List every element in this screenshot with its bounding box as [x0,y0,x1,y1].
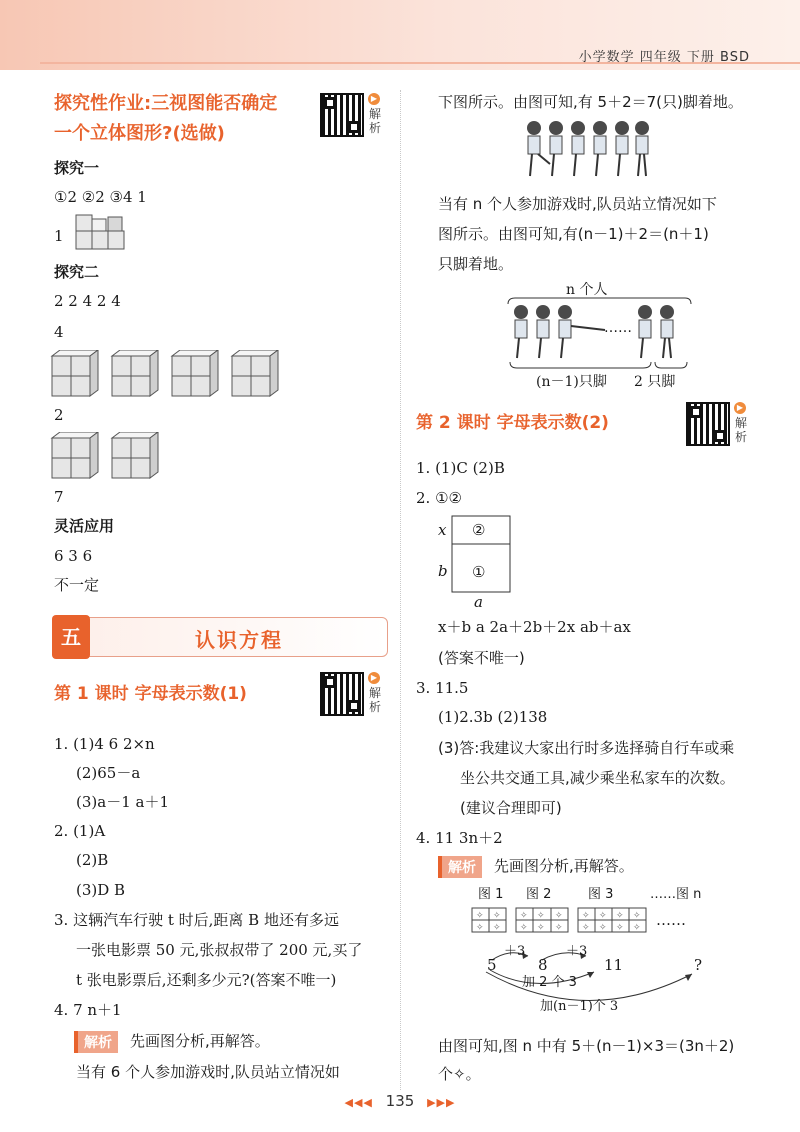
n-people-label: n 个人 [566,282,608,298]
answer-q1b: (2)65－a [76,764,141,782]
children-figure-n [505,296,695,370]
svg-text:✧: ✧ [582,923,590,933]
rect-b-label: b [438,562,448,580]
answer-r4: 4. 11 3n＋2 [416,829,503,847]
answer-r3d: 坐公共交通工具,减少乘坐私家车的次数。 [460,769,735,787]
lesson2-title: 第 2 课时 字母表示数(2) [416,413,609,433]
play-icon: ▶ [368,93,380,105]
seq-8: 8 [538,956,548,974]
jiexi-tag-right: 解析 [438,856,482,878]
linghuo-answer: 6 3 6 [54,547,93,565]
qr-code-lesson1[interactable] [320,672,364,716]
answer-q3b: 一张电影票 50 元,张叔叔带了 200 元,买了 [76,941,363,959]
cube-figures-row1 [50,350,290,400]
svg-text:✧: ✧ [633,911,641,921]
answer-q2b: (2)B [76,851,109,869]
tanjiu2-answer-d: 7 [54,488,64,506]
r4-explain: 先画图分析,再解答。 [494,857,634,875]
unit-title: 认识方程 [195,628,283,652]
answer-r2-note: (答案不唯一) [438,649,525,667]
qr-code[interactable] [320,93,364,137]
dots-label: …… [604,320,632,336]
answer-q2c: (3)D B [76,881,126,899]
section-tanjiu2: 探究二 [54,263,100,281]
explore-title-line2: 一个立体图形?(选做) [54,123,225,144]
tanjiu2-answer: 2 2 4 2 4 [54,292,121,310]
answer-q3: 3. 这辆汽车行驶 t 时后,距离 B 地还有多远 [54,911,339,929]
answer-r3: 3. 11.5 [416,679,469,697]
svg-text:✧: ✧ [599,911,607,921]
right-text-1: 下图所示。由图可知,有 5＋2＝7(只)脚着地。 [438,93,743,111]
answer-q3c: t 张电影票后,还剩多少元?(答案不唯一) [76,971,337,989]
plus3-label-a: ＋3 [504,944,526,959]
cube-figure-1 [74,213,128,253]
q4-explain-2: 当有 6 个人参加游戏时,队员站立情况如 [76,1063,340,1081]
q4-explain: 先画图分析,再解答。 [130,1032,270,1050]
qr-tag-lesson1: ▶ 解析 [368,673,381,714]
svg-text:✧: ✧ [520,923,528,933]
seq-11: 11 [604,956,624,974]
rect-a-label: a [474,593,483,611]
answer-q1c: (3)a－1 a＋1 [76,793,169,811]
tanjiu1-answer: ①2 ②2 ③4 1 [54,188,147,206]
answer-r1: 1. (1)C (2)B [416,459,505,477]
answer-q2: 2. (1)A [54,822,106,840]
svg-text:✧: ✧ [520,911,528,921]
answer-r2: 2. ①② [416,489,462,507]
qr-tag: ▶ 解析 [368,94,381,135]
column-divider [400,90,401,1090]
right-text-2: 当有 n 个人参加游戏时,队员站立情况如下 [438,195,717,213]
svg-text:✧: ✧ [476,911,484,921]
add-2-label: 加 2 个 3 [522,975,577,990]
right-arrows-icon: ▶▶▶ [427,1096,456,1109]
rect-bottom-label: ① [472,563,486,581]
play-icon: ▶ [734,402,746,414]
fig1-label: 图 1 [478,887,504,902]
plus3-label-b: ＋3 [566,944,588,959]
page-number-footer [0,1092,800,1110]
svg-text:✧: ✧ [555,911,563,921]
svg-text:✧: ✧ [616,911,624,921]
fig2-label: 图 2 [526,887,552,902]
unit-number: 五 [52,615,90,659]
lesson1-title: 第 1 课时 字母表示数(1) [54,684,247,704]
answer-r2-expr: x＋b a 2a＋2b＋2x ab＋ax [438,618,631,636]
svg-text:✧: ✧ [555,923,563,933]
add-n-label: 加(n－1)个 3 [540,999,619,1014]
foot-label-2: 2 只脚 [634,374,676,390]
answer-q1: 1. (1)4 6 2×n [54,735,155,753]
svg-text:✧: ✧ [616,923,624,933]
qr-code-lesson2[interactable] [686,402,730,446]
linghuo-answer-b: 不一定 [54,576,100,594]
svg-text:✧: ✧ [537,911,545,921]
course-label: 小学数学 四年级 下册 BSD [578,50,750,65]
tanjiu2-answer-c: 2 [54,406,64,424]
conclusion-1: 由图可知,图 n 中有 5＋(n－1)×3＝(3n＋2) [438,1037,735,1055]
svg-text:✧: ✧ [537,923,545,933]
answer-r3b: (1)2.3b (2)138 [438,708,548,726]
seq-5: 5 [487,956,497,974]
right-text-3: 图所示。由图可知,有(n－1)＋2＝(n＋1) [438,225,709,243]
fign-label: ……图 n [650,887,702,902]
section-linghuo: 灵活应用 [54,517,115,535]
answer-q4: 4. 7 n＋1 [54,1001,122,1019]
cube-figures-row2 [50,432,170,482]
svg-text:✧: ✧ [493,911,501,921]
section-tanjiu1: 探究一 [54,159,100,177]
svg-text:✧: ✧ [476,923,484,933]
fig3-label: 图 3 [588,887,614,902]
conclusion-2: 个✧。 [438,1065,481,1083]
qr-tag-lesson2: ▶ 解析 [734,403,747,444]
more-figures-dots: …… [656,911,686,929]
svg-text:✧: ✧ [493,923,501,933]
children-figure-6 [520,118,660,182]
answer-r3e: (建议合理即可) [460,799,562,817]
svg-text:✧: ✧ [599,923,607,933]
tanjiu1-answer-b: 1 [54,227,64,245]
right-text-4: 只脚着地。 [438,255,514,273]
star-grid-figures [470,906,650,936]
rect-top-label: ② [472,521,486,539]
explore-title-line1: 探究性作业:三视图能否确定 [54,93,278,114]
answer-r3c: (3)答:我建议大家出行时多选择骑自行车或乘 [438,739,735,757]
page-number: 135 [385,1092,415,1110]
svg-text:✧: ✧ [582,911,590,921]
rect-x-label: x [438,521,447,539]
svg-text:✧: ✧ [633,923,641,933]
tanjiu2-answer-b: 4 [54,323,64,341]
left-arrows-icon: ◀◀◀ [344,1096,373,1109]
seq-unknown: ? [694,956,703,974]
jiexi-tag-left: 解析 [74,1031,118,1053]
foot-label-1: (n－1)只脚 [536,374,607,390]
play-icon: ▶ [368,672,380,684]
